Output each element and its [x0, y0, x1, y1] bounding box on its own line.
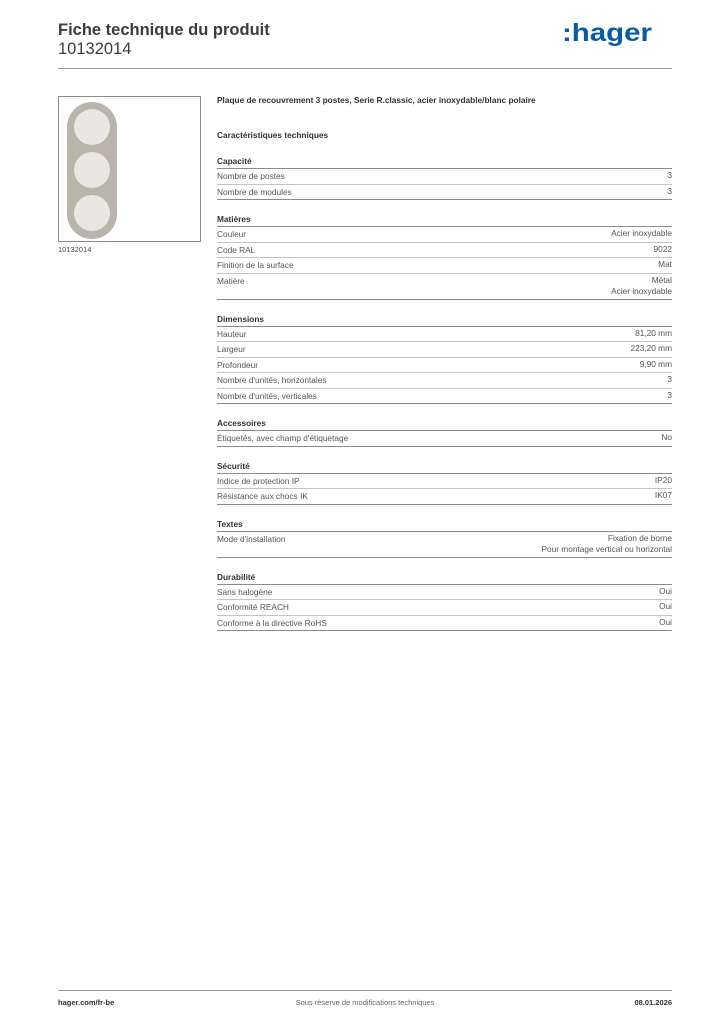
- spec-section: [217, 418, 672, 447]
- spec-value-line: Oui: [659, 616, 672, 627]
- spec-value: [541, 532, 672, 557]
- specs-heading: Caractéristiques techniques: [217, 130, 329, 140]
- spec-row: [217, 431, 672, 447]
- document-title: Fiche technique du produit: [58, 21, 270, 39]
- spec-row: [217, 489, 672, 505]
- spec-value-line: Oui: [659, 601, 672, 611]
- specs-sections: [217, 156, 672, 631]
- spec-value: [659, 585, 672, 599]
- spec-label: Matière: [217, 275, 245, 286]
- section-title: Accessoires: [217, 418, 672, 431]
- spec-label: Nombre d'unités, verticales: [217, 390, 317, 401]
- spec-label: Hauteur: [217, 328, 247, 339]
- spec-label: Conformité REACH: [217, 602, 289, 612]
- spec-section: [217, 314, 672, 405]
- spec-label: Nombre de postes: [217, 171, 285, 181]
- product-image: [58, 96, 201, 242]
- spec-value-line: Oui: [659, 585, 672, 596]
- spec-label: Nombre d'unités, horizontales: [217, 375, 327, 385]
- footer-website: hager.com/fr-be: [58, 998, 115, 1007]
- image-caption: 10132014: [58, 245, 92, 254]
- spec-value-line: No: [661, 432, 672, 442]
- spec-row: [217, 169, 672, 185]
- spec-value: [659, 616, 672, 630]
- spec-value-line: Fixation de borne: [607, 532, 672, 543]
- spec-row: [217, 389, 672, 405]
- spec-value-line: Pour montage vertical ou horizontal: [541, 544, 672, 554]
- spec-label: Nombre de modules: [217, 186, 292, 197]
- spec-value: [667, 373, 672, 387]
- spec-value: [635, 327, 672, 341]
- page-header: [58, 20, 672, 68]
- spec-label: Largeur: [217, 344, 246, 354]
- footer-disclaimer: Sous réserve de modifications techniques: [295, 998, 435, 1007]
- plate-opening-3: [74, 195, 110, 231]
- section-title: Dimensions: [217, 314, 672, 327]
- spec-label: Étiquetés, avec champ d'étiquetage: [217, 433, 349, 443]
- spec-row: [217, 342, 672, 358]
- spec-value: [640, 358, 672, 372]
- spec-row: [217, 600, 672, 616]
- spec-value-line: 9022: [653, 243, 672, 254]
- section-title: Sécurité: [217, 461, 672, 474]
- spec-label: Couleur: [217, 229, 247, 239]
- hager-logo: [562, 20, 654, 46]
- spec-value-line: 3: [667, 185, 672, 196]
- plate-opening-2: [74, 152, 110, 188]
- spec-value: [655, 489, 672, 503]
- spec-label: Code RAL: [217, 244, 256, 255]
- cover-plate-illustration: [59, 97, 200, 241]
- spec-row: [217, 474, 672, 490]
- product-description: Plaque de recouvrement 3 postes, Serie R.classic, acier inoxydable/blanc polaire: [217, 95, 536, 105]
- spec-value: [659, 600, 672, 614]
- product-reference: 10132014: [58, 40, 132, 58]
- spec-value: [667, 169, 672, 183]
- spec-value-line: Métal: [651, 274, 672, 285]
- spec-row: [217, 373, 672, 389]
- spec-value: [630, 342, 672, 356]
- spec-value-line: 3: [667, 170, 672, 180]
- spec-value: [658, 258, 672, 272]
- section-title: Textes: [217, 519, 672, 532]
- spec-section: [217, 214, 672, 300]
- spec-label: Sans halogène: [217, 586, 273, 597]
- spec-section: [217, 461, 672, 505]
- spec-row: [217, 227, 672, 243]
- spec-row: [217, 185, 672, 201]
- spec-label: Résistance aux chocs IK: [217, 491, 308, 501]
- spec-section: [217, 572, 672, 632]
- spec-value: [611, 274, 672, 299]
- spec-section: [217, 156, 672, 200]
- spec-value: [654, 243, 672, 257]
- spec-label: Finition de la surface: [217, 260, 294, 270]
- spec-row: [217, 585, 672, 601]
- spec-value-line: 3: [667, 389, 672, 400]
- spec-value-line: 223,20 mm: [630, 343, 672, 353]
- spec-row: [217, 258, 672, 274]
- spec-row: [217, 243, 672, 259]
- spec-value: [667, 389, 672, 403]
- spec-row: [217, 616, 672, 632]
- footer-date: 08.01.2026: [634, 998, 672, 1007]
- spec-value-line: 81,20 mm: [635, 327, 672, 338]
- spec-value: [655, 474, 672, 488]
- section-title: Matières: [217, 214, 672, 227]
- spec-label: Mode d'installation: [217, 533, 286, 544]
- spec-value-line: 3: [667, 374, 672, 384]
- spec-row: [217, 532, 672, 558]
- page-footer: [58, 998, 672, 1010]
- spec-section: [217, 519, 672, 558]
- spec-row: [217, 358, 672, 374]
- spec-value: [611, 227, 672, 241]
- spec-value-line: Acier inoxydable: [611, 286, 672, 296]
- spec-label: Indice de protection IP: [217, 475, 300, 486]
- header-divider: [58, 68, 672, 69]
- footer-divider: [58, 990, 672, 991]
- spec-label: Conforme à la directive RoHS: [217, 617, 327, 628]
- spec-value: [667, 185, 672, 199]
- spec-value-line: IK07: [654, 490, 672, 500]
- section-title: Durabilité: [217, 572, 672, 585]
- plate-opening-1: [74, 109, 110, 145]
- spec-value-line: Acier inoxydable: [611, 228, 672, 238]
- spec-value-line: 9,90 mm: [639, 358, 672, 369]
- spec-value: [661, 431, 672, 445]
- spec-label: Profondeur: [217, 359, 259, 370]
- spec-value-line: Mat: [658, 259, 672, 269]
- product-details: [217, 94, 672, 631]
- hager-logo-text: :hager: [562, 20, 653, 46]
- spec-row: [217, 327, 672, 343]
- section-title: Capacité: [217, 156, 672, 169]
- spec-value-line: IP20: [654, 474, 672, 485]
- spec-row: [217, 274, 672, 300]
